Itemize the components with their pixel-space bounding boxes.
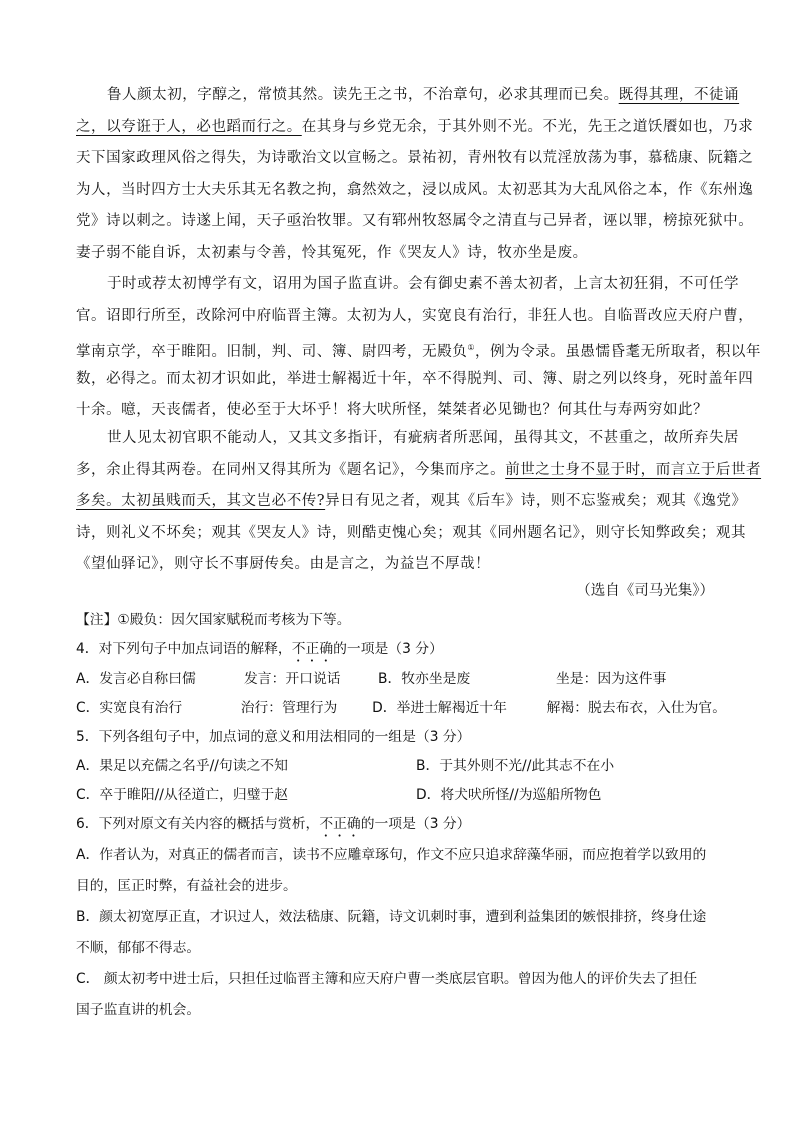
underlined-sentence: 既得其理，不徒诵 xyxy=(618,87,740,103)
question-4-options-row-2 xyxy=(76,694,726,723)
passage-paragraph-1 xyxy=(76,80,754,269)
option-a: A．发言必自称曰儒 xyxy=(76,671,196,687)
passage-line: 为人，当时四方士大夫乐其无名教之拘，翕然效之，浸以成风。太初恶其为大乱风俗之本，作《东州逸 xyxy=(76,181,754,198)
question-5-stem: 5．下列各组句子中，加点词的意义和用法相同的一组是（3 分） xyxy=(76,729,471,745)
passage-paragraph-3 xyxy=(76,423,762,581)
underlined-sentence: 之，以夸诳于人，必也蹈而行之。 xyxy=(76,118,302,135)
option-b: B．牧亦坐是废 xyxy=(378,671,471,687)
passage-line: 多矣。太初虽贱而夭，其文岂必不传?异日有见之者，观其《后车》诗，则不忘鉴戒矣；观其《逸党》 xyxy=(76,493,747,509)
option-d-gloss: 解褐：脱去布衣，入仕为官。 xyxy=(546,700,726,716)
passage-line: 掌南京学，卒于睢阳。旧制，判、司、簿、尉四考，无殿负①，例为令录。虽愚懦昏耄无所取者，积以年 xyxy=(76,343,761,360)
question-4-options-row-1 xyxy=(76,665,726,694)
passage-line: 诗，则礼义不坏矣；观其《哭友人》诗，则酷吏愧心矣；观其《同州题名记》，则守长知弊政矣；观其 xyxy=(76,524,746,541)
question-5-options-row-1 xyxy=(76,752,726,781)
footnote-marker: ① xyxy=(467,343,476,352)
option-d: D．将犬吠所怪//为巡船所物色 xyxy=(416,787,602,803)
passage-line: 党》诗以刺之。诗遂上闻，天子亟治牧罪。又有郓州牧怒属令之清直与己异者，诬以罪，榜掠死狱中。 xyxy=(76,213,754,229)
option-c: C． 颜太初考中进士后，只担任过临晋主簿和应天府户曹一类底层官职。曾因为他人的评价失去了担任 国子监直讲的机会。 xyxy=(76,971,698,1018)
question-5-options-row-2 xyxy=(76,781,726,810)
option-a-gloss: 发言：开口说话 xyxy=(244,671,341,687)
passage-paragraph-2 xyxy=(76,269,761,427)
passage-line: 于时或荐太初博学有文，诏用为国子监直讲。会有御史素不善太初者，上言太初狂狷，不可任学 xyxy=(107,276,740,292)
passage-line: 鲁人颜太初，字醇之，常愤其然。读先王之书，不治章句，必求其理而已矣。既得其理，不徒诵 xyxy=(107,87,740,103)
passage-line: 多，余止得其两卷。在同州又得其所为《题名记》，今集而序之。前世之士身不显于时，而言立于后世者 xyxy=(76,461,762,478)
option-a: A．果足以充儒之名乎//句读之不知 xyxy=(76,758,288,774)
question-4-stem: 4．对下列句子中加点词语的解释，不正确的一项是（3 分） xyxy=(76,641,443,657)
passage-line: 天下国家政理风俗之得失，为诗歌治文以宣畅之。景祐初，青州牧有以荒淫放荡为事，慕嵇康、阮籍之 xyxy=(76,150,754,166)
option-b-gloss: 坐是：因为这件事 xyxy=(556,671,667,687)
option-a: A．作者认为，对真正的儒者而言，读书不应雕章琢句，作文不应只追求辞藻华丽，而应抱着学以致用的 目的，匡正时弊，有益社会的进步。 xyxy=(76,847,707,894)
passage-line: 十余。噫，天丧儒者，使必至于大坏乎！将大吠所怪，桀桀者必见锄也？何其仕与寿两穷如此？ xyxy=(76,402,709,418)
question-6-stem: 6．下列对原文有关内容的概括与赏析，不正确的一项是（3 分） xyxy=(76,816,471,832)
passage-line: 世人见太初官职不能动人，又其文多指讦，有疵病者所恶闻，虽得其文，不甚重之，故所弃失居 xyxy=(107,430,740,446)
option-c-gloss: 治行：管理行为 xyxy=(240,700,338,716)
option-c: C．实宽良有治行 xyxy=(76,700,183,716)
footnote: 【注】①殿负：因欠国家赋税而考核为下等。 xyxy=(76,612,351,628)
option-d: D．举进士解褐近十年 xyxy=(372,700,507,716)
passage-line: 官。诏即行所至，改除河中府临晋主簿。太初为人，实宽良有治行，非狂人也。自临晋改应天府户曹， xyxy=(76,307,754,324)
option-c: C．卒于睢阳//从径道亡，归璧于赵 xyxy=(76,787,289,803)
underlined-sentence: 多矣。太初虽贱而夭，其文岂必不传? xyxy=(76,493,326,509)
underlined-sentence: 前世之士身不显于时，而言立于后世者 xyxy=(505,461,762,478)
passage-line: 《望仙驿记》，则守长不事厨传矣。由是言之，为益岂不厚哉！ xyxy=(76,556,491,572)
passage-line: 之，以夸诳于人，必也蹈而行之。在其身与乡党无余，于其外则不光。不光，先王之道饫餍如也，乃求 xyxy=(76,118,754,135)
passage-line: 数，必得之。而太初才识如此，举进士解褐近十年，卒不得脱判、司、簿、尉之列以终身，死时盖年四 xyxy=(76,370,754,387)
source-citation: （选自《司马光集》） xyxy=(576,583,714,599)
questions xyxy=(76,606,726,1026)
option-b: B．颜太初宽厚正直，才识过人，效法嵇康、阮籍，诗文讥刺时事，遭到利益集团的嫉恨排挤，终身仕途 不顺，郁郁不得志。 xyxy=(76,909,707,956)
passage-line: 妻子弱不能自诉，太初素与令善，怜其冤死，作《哭友人》诗，牧亦坐是废。 xyxy=(76,244,588,261)
option-b: B．于其外则不光//此其志不在小 xyxy=(416,758,615,774)
